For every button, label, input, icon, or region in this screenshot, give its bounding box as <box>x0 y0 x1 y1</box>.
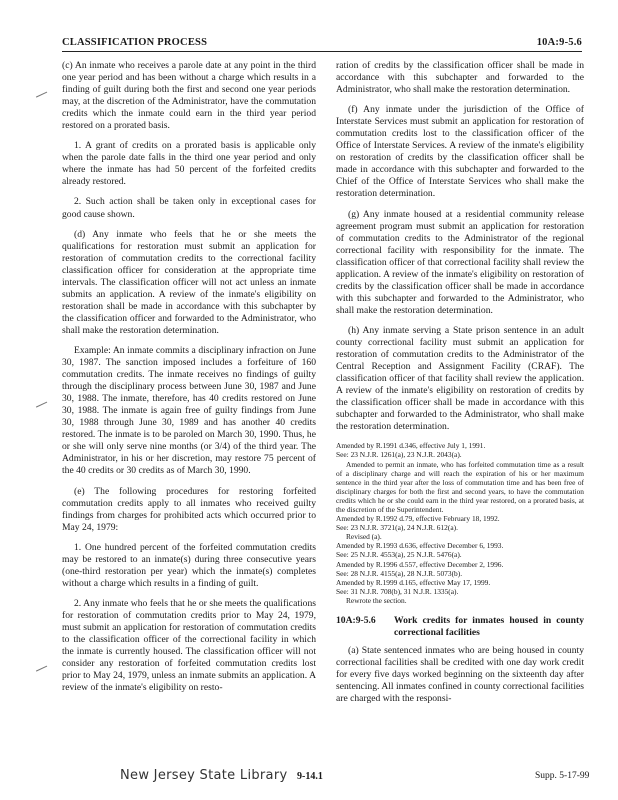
section-title: Work credits for inmates housed in county correctional facilities <box>394 615 584 639</box>
history-note: Amended to permit an inmate, who has forfeited commutation time as a result of a disciplinary charge and will reach the expiration of his or her maximum sentence in the third year after the loss of commutation time and has been free of disciplinary charges for both the first and second years, to have the commutation credits which he or she could earn in the third year restored, on a prorated basis, at the discretion of the Superintendent. <box>336 459 584 515</box>
margin-pencil-mark <box>36 92 48 100</box>
section-heading <box>336 615 584 639</box>
paragraph-f: (f) Any inmate under the jurisdiction of the Office of Interstate Services must submit an application for restoration of commutation credits lost to the classification officer of the Office of Interstate Services. A review of the inmate's eligibility on restoration of credits by the classification officer shall be made in accordance with this subchapter and forwarded to the Chief of the Office of Interstate Services who shall make the restoration determination. <box>336 104 584 200</box>
history-line: Amended by R.1992 d.79, effective February 18, 1992. <box>336 514 500 524</box>
history-line: Amended by R.1993 d.636, effective December 6, 1993. <box>336 541 504 551</box>
margin-pencil-mark <box>36 666 48 674</box>
paragraph-h: (h) Any inmate serving a State prison sentence in an adult county correctional facility must submit an application for restoration of commutation credits to the Administrator of the Central Reception and Assignment Facility (CRAF). The classification officer of that facility shall review the application. A review of the inmate's eligibility on restoration of credits by the classification officer shall be made in accordance with this subchapter and forwarded to the Administrator, who shall make the restoration determination. <box>336 324 584 433</box>
amendment-history <box>336 441 584 605</box>
header-chapter-title: CLASSIFICATION PROCESS <box>62 37 208 48</box>
history-line: See: 23 N.J.R. 1261(a), 23 N.J.R. 2043(a). <box>336 450 462 460</box>
history-line: See: 28 N.J.R. 4155(a), 28 N.J.R. 5073(b). <box>336 568 463 578</box>
paragraph-c: (c) An inmate who receives a parole date at any point in the third one year period and has been without a charge which results in a finding of guilt during both the first and second one year periods may, at the discretion of the Administrator, have the commutation credits which the inmate could earn in the third year period restored on a prorated basis. <box>62 60 316 132</box>
history-line: Rewrote the section. <box>346 595 407 605</box>
history-line: Revised (a). <box>346 532 382 542</box>
history-line: See: 25 N.J.R. 4553(a), 25 N.J.R. 5476(a). <box>336 550 462 560</box>
paragraph-g: (g) Any inmate housed at a residential community release agreement program must submit an application for restoration of commutation credits to the Administrator of the regional correctional facility with responsibility for the inmate. The classification officer of that correctional facility shall review the application. A review of the inmate's eligibility on restoration of credits by the classification officer shall be made in accordance with this subchapter and forwarded to the Administrator, who shall make the restoration determination. <box>336 208 584 316</box>
paragraph-c-1: 1. A grant of credits on a prorated basis is applicable only when the parole date falls in the third one year period and only where the inmate has had 50 percent of the forfeited credits already restored. <box>62 140 316 188</box>
paragraph-e-2: 2. Any inmate who feels that he or she meets the qualifications for restoration of commutation credits prior to May 24, 1979, must submit an application for restoration of commutation credits to the classification officer of the correctional facility in which the inmate is currently housed. The classification officer will not consider any restoration of forfeited commutation credits lost prior to May 24, 1979, unless an inmate submits an application. A review of the inmate's eligibility on resto- <box>62 597 316 694</box>
paragraph-e-1: 1. One hundred percent of the forfeited commutation credits may be restored to an inmate(s) during three consecutive years (one-third restoration per year) which the inmate(s) completes without a charge which results in a finding of guilt. <box>62 541 316 589</box>
margin-pencil-mark <box>36 402 48 410</box>
running-header <box>62 37 582 51</box>
history-line: Amended by R.1991 d.346, effective July 1, 1991. <box>336 441 486 451</box>
right-column <box>336 60 584 713</box>
history-line: See: 23 N.J.R. 3721(a), 24 N.J.R. 612(a). <box>336 523 458 533</box>
paragraph-d: (d) Any inmate who feels that he or she meets the qualifications for restoration must submit an application for restoration of commutation credits to the correctional facility classification officer for consideration at the appropriate time intervals. The classification officer will not act unless an inmate submits an application. A review of the inmate's eligibility on restoration shall be made in accordance with this subchapter by the classification officer and forwarded to the Administrator, who shall make the restoration determination. <box>62 228 316 336</box>
left-column <box>62 60 316 702</box>
library-stamp: New Jersey State Library <box>120 768 288 783</box>
header-section-number: 10A:9-5.6 <box>536 37 582 48</box>
paragraph-e: (e) The following procedures for restoring forfeited commutation credits apply to all inmates who received guilty findings from charges for prohibited acts which occurred prior to May 24, 1979: <box>62 485 316 533</box>
supplement-date: Supp. 5-17-99 <box>535 771 590 781</box>
page-number: 9-14.1 <box>297 771 323 782</box>
paragraph-e-2-continued: ration of credits by the classification officer shall be made in accordance with this subchapter and forwarded to the Administrator, who shall make the restoration determination. <box>336 60 584 96</box>
header-rule <box>62 51 582 52</box>
paragraph-example: Example: An inmate commits a disciplinary infraction on June 30, 1987. The sanction imposed includes a forfeiture of 160 commutation credits. The inmate receives no findings of guilty through the disciplinary process between June 30, 1987 and June 30, 1988. The inmate, therefore, has 40 credits restored on June 30, 1988. The inmate is again free of guilty findings from June 30, 1988 through June 30, 1989 and has another 40 credits restored. The inmate is to be paroled on March 30, 1990. Thus, he or she will only serve nine months (or 3/4) of the third year. The Administrator, in his or her discretion, may restore 75 percent of the 40 credits or 30 credits as of March 30, 1990. <box>62 344 316 477</box>
history-line: See: 31 N.J.R. 708(b), 31 N.J.R. 1335(a). <box>336 586 459 596</box>
section-paragraph-a: (a) State sentenced inmates who are being housed in county correctional facilities shall be credited with one day work credit for every five days worked beginning on the sixteenth day after sentencing. All inmates confined in county correctional facilities are charged with the responsi- <box>336 645 584 705</box>
paragraph-c-2: 2. Such action shall be taken only in exceptional cases for good cause shown. <box>62 196 316 220</box>
history-line: Amended by R.1999 d.165, effective May 17, 1999. <box>336 577 491 587</box>
section-number: 10A:9-5.6 <box>336 615 376 627</box>
history-line: Amended by R.1996 d.557, effective December 2, 1996. <box>336 559 504 569</box>
